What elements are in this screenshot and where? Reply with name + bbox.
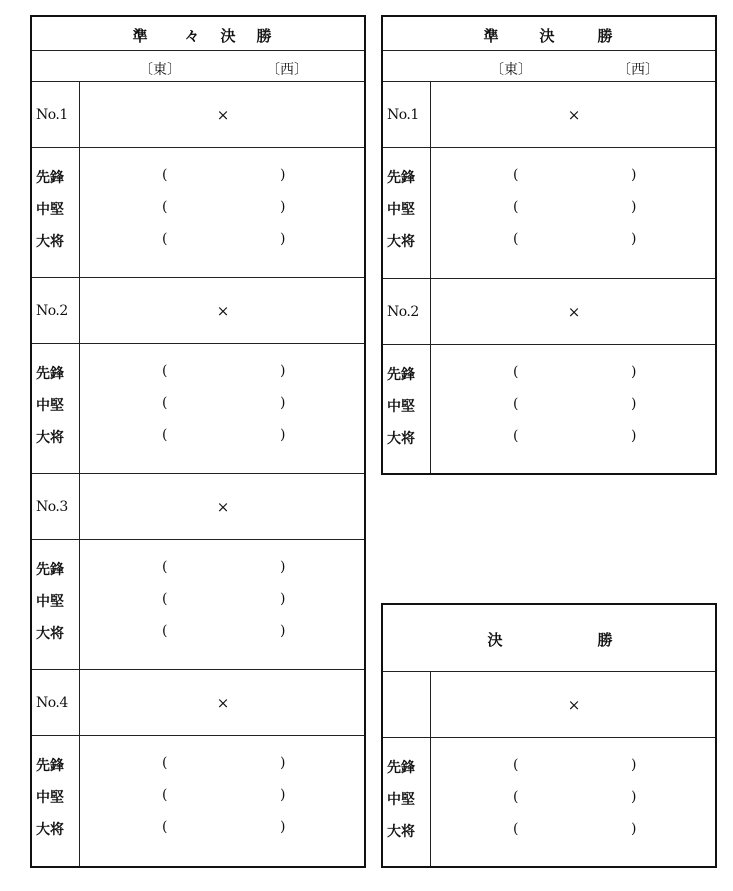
divider <box>383 737 715 738</box>
role-label: 先鋒 <box>36 170 64 186</box>
role-label: 大将 <box>36 822 64 838</box>
west-label: 〔西〕 <box>266 62 308 78</box>
roster-row <box>387 821 715 853</box>
west-player-close: ) <box>631 364 637 380</box>
east-player-open: ( <box>513 428 519 444</box>
east-player-open: ( <box>162 591 168 607</box>
west-player-close: ) <box>631 757 637 773</box>
role-label: 中堅 <box>36 790 64 806</box>
title-char: 勝 <box>597 631 613 649</box>
role-label: 先鋒 <box>387 367 415 383</box>
versus-mark: × <box>567 303 581 321</box>
west-player-close: ) <box>280 363 286 379</box>
east-player-open: ( <box>162 167 168 183</box>
role-label: 先鋒 <box>387 760 415 776</box>
divider <box>32 539 364 540</box>
semifinal-title <box>383 25 715 45</box>
east-player-open: ( <box>162 231 168 247</box>
roster-row <box>387 396 715 428</box>
match-label: No.1 <box>387 107 419 123</box>
roster-row <box>36 787 364 819</box>
divider <box>383 671 715 672</box>
versus-mark: × <box>216 498 230 516</box>
east-player-open: ( <box>513 167 519 183</box>
role-label: 中堅 <box>36 594 64 610</box>
final-title <box>383 629 715 649</box>
title-char: 勝 <box>597 27 613 45</box>
divider <box>383 147 715 148</box>
role-label: 中堅 <box>36 398 64 414</box>
roster-row <box>36 363 364 395</box>
roster-row <box>36 199 364 231</box>
east-player-open: ( <box>513 757 519 773</box>
divider <box>32 50 364 51</box>
east-player-open: ( <box>162 427 168 443</box>
role-label: 先鋒 <box>36 562 64 578</box>
title-char: 決 <box>539 27 555 45</box>
roster-row <box>36 623 364 655</box>
role-label: 先鋒 <box>36 366 64 382</box>
divider <box>32 669 364 670</box>
role-label: 中堅 <box>387 202 415 218</box>
roster-row <box>387 757 715 789</box>
role-label: 中堅 <box>387 792 415 808</box>
versus-mark: × <box>567 696 581 714</box>
roster-row <box>36 427 364 459</box>
divider <box>32 735 364 736</box>
roster-row <box>36 755 364 787</box>
west-player-close: ) <box>280 591 286 607</box>
versus-mark: × <box>216 106 230 124</box>
west-player-close: ) <box>631 789 637 805</box>
divider <box>383 50 715 51</box>
role-label: 大将 <box>387 824 415 840</box>
divider <box>32 473 364 474</box>
title-char: 決 <box>487 631 503 649</box>
roster-row <box>387 231 715 263</box>
east-player-open: ( <box>513 199 519 215</box>
roster-row <box>36 591 364 623</box>
roster-row <box>36 395 364 427</box>
title-char: 々 <box>184 27 200 45</box>
match-label: No.4 <box>36 695 68 711</box>
east-player-open: ( <box>162 199 168 215</box>
west-player-close: ) <box>280 819 286 835</box>
west-player-close: ) <box>280 427 286 443</box>
east-player-open: ( <box>162 559 168 575</box>
west-player-close: ) <box>280 167 286 183</box>
divider <box>32 147 364 148</box>
versus-mark: × <box>567 106 581 124</box>
role-label: 大将 <box>387 234 415 250</box>
match-label: No.2 <box>36 303 68 319</box>
east-player-open: ( <box>513 364 519 380</box>
west-player-close: ) <box>631 821 637 837</box>
final-table <box>381 603 717 868</box>
role-label: 中堅 <box>36 202 64 218</box>
divider <box>383 278 715 279</box>
title-char: 準 <box>483 27 499 45</box>
west-player-close: ) <box>280 787 286 803</box>
west-label: 〔西〕 <box>617 62 659 78</box>
west-player-close: ) <box>280 623 286 639</box>
divider <box>383 81 715 82</box>
role-label: 先鋒 <box>387 170 415 186</box>
east-player-open: ( <box>162 363 168 379</box>
quarterfinal-table <box>30 15 366 868</box>
title-char: 決 <box>220 27 236 45</box>
match-label: No.1 <box>36 107 68 123</box>
title-char: 勝 <box>256 27 272 45</box>
east-player-open: ( <box>162 395 168 411</box>
quarterfinal-title <box>32 25 364 45</box>
east-player-open: ( <box>162 755 168 771</box>
divider <box>383 344 715 345</box>
west-player-close: ) <box>280 755 286 771</box>
roster-row <box>36 819 364 851</box>
divider <box>32 343 364 344</box>
role-label: 中堅 <box>387 399 415 415</box>
roster-row <box>36 559 364 591</box>
east-player-open: ( <box>162 623 168 639</box>
west-player-close: ) <box>631 231 637 247</box>
match-label: No.2 <box>387 304 419 320</box>
east-player-open: ( <box>162 819 168 835</box>
west-player-close: ) <box>280 395 286 411</box>
west-player-close: ) <box>280 199 286 215</box>
role-label: 大将 <box>36 234 64 250</box>
west-player-close: ) <box>280 559 286 575</box>
west-player-close: ) <box>280 231 286 247</box>
roster-row <box>36 231 364 263</box>
east-label: 〔東〕 <box>139 62 181 78</box>
west-player-close: ) <box>631 396 637 412</box>
east-label: 〔東〕 <box>490 62 532 78</box>
match-label: No.3 <box>36 499 68 515</box>
versus-mark: × <box>216 302 230 320</box>
east-player-open: ( <box>513 821 519 837</box>
role-label: 大将 <box>36 430 64 446</box>
roster-row <box>387 167 715 199</box>
role-label: 先鋒 <box>36 758 64 774</box>
divider <box>32 81 364 82</box>
west-player-close: ) <box>631 167 637 183</box>
roster-row <box>387 364 715 396</box>
divider <box>32 277 364 278</box>
role-label: 大将 <box>36 626 64 642</box>
east-player-open: ( <box>162 787 168 803</box>
roster-row <box>36 167 364 199</box>
roster-row <box>387 428 715 460</box>
title-char: 準 <box>132 27 148 45</box>
east-player-open: ( <box>513 789 519 805</box>
roster-row <box>387 199 715 231</box>
west-player-close: ) <box>631 428 637 444</box>
roster-row <box>387 789 715 821</box>
semifinal-table <box>381 15 717 475</box>
versus-mark: × <box>216 694 230 712</box>
west-player-close: ) <box>631 199 637 215</box>
east-player-open: ( <box>513 396 519 412</box>
east-player-open: ( <box>513 231 519 247</box>
role-label: 大将 <box>387 431 415 447</box>
